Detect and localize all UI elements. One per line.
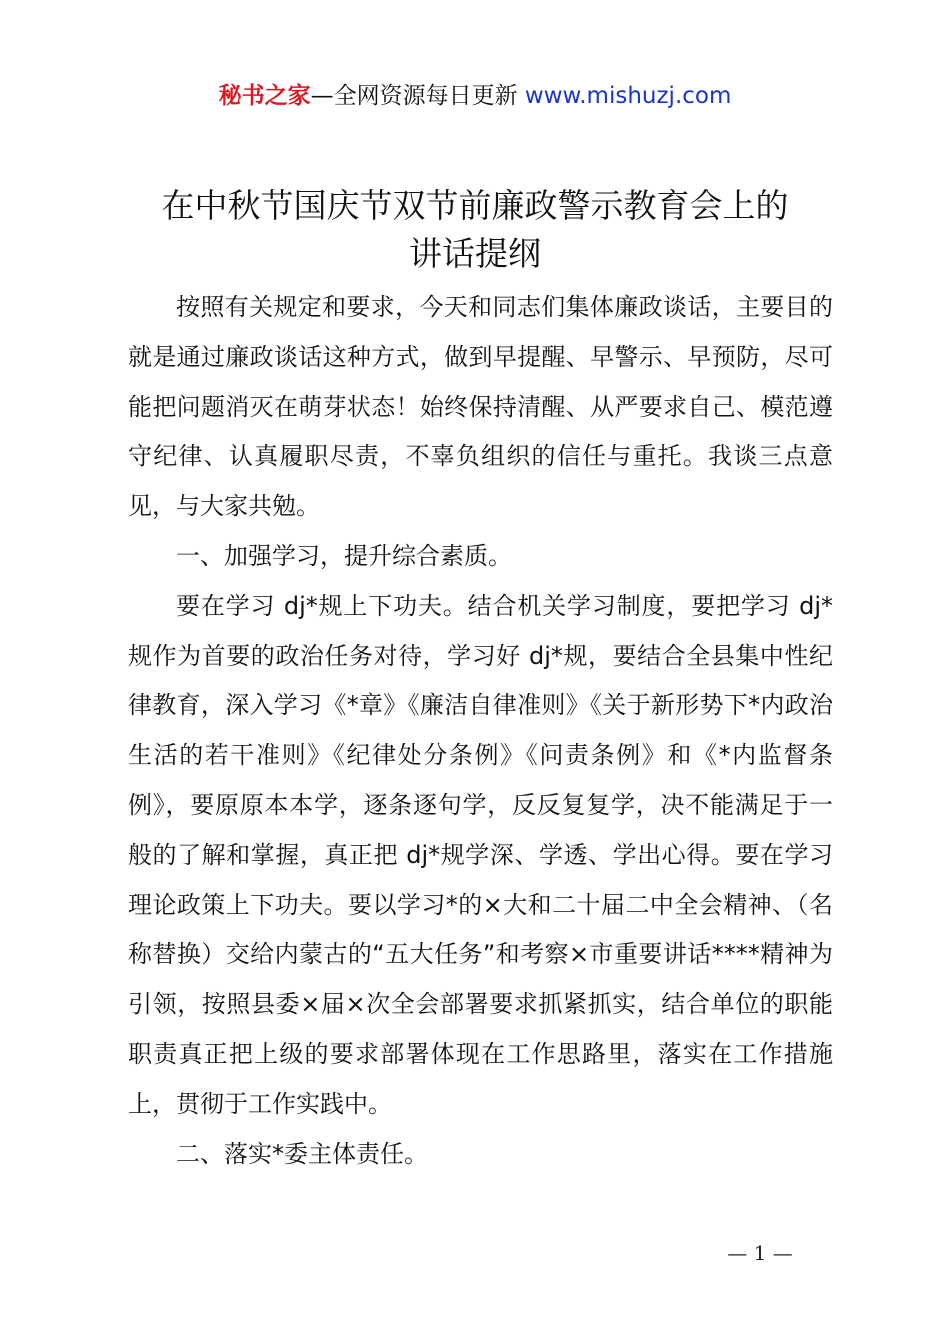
document-title-line-2: 讲话提纲 — [409, 234, 541, 273]
site-brand: 秘书之家 — [218, 83, 311, 109]
site-header — [0, 80, 950, 112]
paragraph-intro: 按照有关规定和要求，今天和同志们集体廉政谈话，主要目的就是通过廉政谈话这种方式，做到早提醒、早警示、早预防，尽可能把问题消灭在萌芽状态！始终保持清醒、从严要求自己、模范遵守纪律、认真履职尽责，不辜负组织的信任与重托。我谈三点意见，与大家共勉。 — [128, 293, 833, 521]
section-heading-1: 一、加强学习，提升综合素质。 — [176, 541, 512, 570]
site-tagline: —全网资源每日更新 — [310, 83, 525, 109]
document-body — [128, 283, 833, 1179]
paragraph-study: 要在学习 dj*规上下功夫。结合机关学习制度，要把学习 dj*规作为首要的政治任务对待，学习好 dj*规，要结合全县集中性纪律教育，深入学习《*章》《廉洁自律准则》《关于新形势下*内政治生活的若干准则》《纪律处分条例》《问责条例》和《*内监督条例》，要原原本本学，逐条逐句学，反反复复学，决不能满足于一般的了解和掌握，真正把 dj*规学深、学透、学出心得。要在学习理论政策上下功夫。要以学习*的×大和二十届二中全会精神、（名称替换）交给内蒙古的“五大任务”和考察×市重要讲话****精神为引领，按照县委×届×次全会部署要求抓紧抓实，结合单位的职能职责真正把上级的要求部署体现在工作思路里，落实在工作措施上，贯彻于工作实践中。 — [128, 591, 833, 1118]
section-heading-2: 二、落实*委主体责任。 — [176, 1139, 428, 1168]
document-title — [60, 182, 890, 278]
document-title-line-1: 在中秋节国庆节双节前廉政警示教育会上的 — [161, 186, 789, 225]
page-number: — 1 — — [727, 1241, 793, 1265]
site-url-link[interactable]: www.mishuzj.com — [524, 83, 732, 109]
